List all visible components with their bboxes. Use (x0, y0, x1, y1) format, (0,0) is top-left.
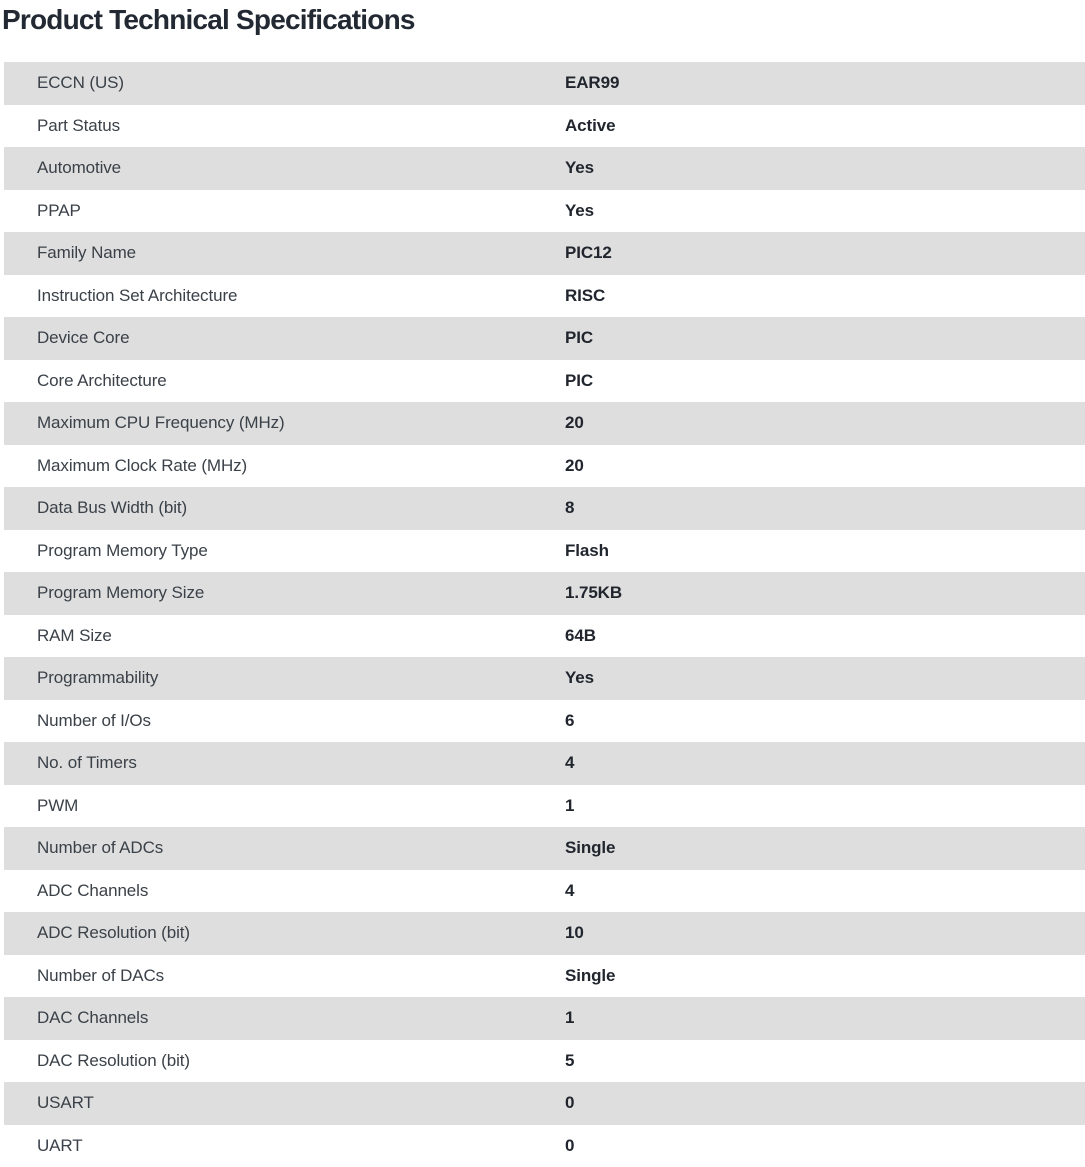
table-row (4, 1040, 1085, 1083)
spec-label: Maximum CPU Frequency (MHz) (4, 413, 565, 433)
table-row (4, 742, 1085, 785)
spec-label: Family Name (4, 243, 565, 263)
spec-value: 20 (565, 456, 1085, 476)
spec-label: Number of DACs (4, 966, 565, 986)
table-row (4, 955, 1085, 998)
spec-label: DAC Channels (4, 1008, 565, 1028)
spec-value: 0 (565, 1136, 1085, 1156)
table-row (4, 487, 1085, 530)
spec-label: Program Memory Size (4, 583, 565, 603)
spec-label: Program Memory Type (4, 541, 565, 561)
spec-label: Automotive (4, 158, 565, 178)
spec-value: PIC (565, 371, 1085, 391)
spec-label: RAM Size (4, 626, 565, 646)
table-row (4, 232, 1085, 275)
table-row (4, 827, 1085, 870)
spec-label: ADC Channels (4, 881, 565, 901)
spec-value: 8 (565, 498, 1085, 518)
table-row (4, 530, 1085, 573)
table-row (4, 1082, 1085, 1125)
spec-value: PIC12 (565, 243, 1085, 263)
table-row (4, 912, 1085, 955)
table-row (4, 105, 1085, 148)
spec-value: 64B (565, 626, 1085, 646)
table-row (4, 275, 1085, 318)
spec-value: Flash (565, 541, 1085, 561)
spec-label: Number of I/Os (4, 711, 565, 731)
spec-label: Instruction Set Architecture (4, 286, 565, 306)
spec-value: Active (565, 116, 1085, 136)
spec-label: Maximum Clock Rate (MHz) (4, 456, 565, 476)
spec-value: Yes (565, 201, 1085, 221)
spec-label: PPAP (4, 201, 565, 221)
table-row (4, 615, 1085, 658)
spec-value: 10 (565, 923, 1085, 943)
spec-value: 1 (565, 1008, 1085, 1028)
spec-value: PIC (565, 328, 1085, 348)
spec-label: USART (4, 1093, 565, 1113)
table-row (4, 317, 1085, 360)
spec-value: RISC (565, 286, 1085, 306)
table-row (4, 445, 1085, 488)
spec-value: 0 (565, 1093, 1085, 1113)
spec-label: No. of Timers (4, 753, 565, 773)
spec-label: Core Architecture (4, 371, 565, 391)
spec-value: Single (565, 838, 1085, 858)
table-row (4, 572, 1085, 615)
spec-value: 4 (565, 753, 1085, 773)
table-row (4, 785, 1085, 828)
table-row (4, 147, 1085, 190)
table-row (4, 190, 1085, 233)
spec-label: Device Core (4, 328, 565, 348)
table-row (4, 997, 1085, 1040)
spec-label: Data Bus Width (bit) (4, 498, 565, 518)
spec-value: EAR99 (565, 73, 1085, 93)
spec-label: PWM (4, 796, 565, 816)
table-row (4, 700, 1085, 743)
spec-label: DAC Resolution (bit) (4, 1051, 565, 1071)
spec-value: Single (565, 966, 1085, 986)
spec-label: Part Status (4, 116, 565, 136)
spec-value: 6 (565, 711, 1085, 731)
spec-label: ECCN (US) (4, 73, 565, 93)
spec-value: 1 (565, 796, 1085, 816)
spec-table (4, 62, 1085, 1167)
table-row (4, 1125, 1085, 1167)
table-row (4, 657, 1085, 700)
spec-value: 5 (565, 1051, 1085, 1071)
spec-label: Number of ADCs (4, 838, 565, 858)
spec-value: 1.75KB (565, 583, 1085, 603)
page-title: Product Technical Specifications (0, 0, 1085, 36)
spec-value: 20 (565, 413, 1085, 433)
spec-label: Programmability (4, 668, 565, 688)
spec-label: UART (4, 1136, 565, 1156)
spec-value: 4 (565, 881, 1085, 901)
table-row (4, 870, 1085, 913)
spec-label: ADC Resolution (bit) (4, 923, 565, 943)
spec-value: Yes (565, 158, 1085, 178)
table-row (4, 360, 1085, 403)
spec-value: Yes (565, 668, 1085, 688)
table-row (4, 402, 1085, 445)
table-row (4, 62, 1085, 105)
